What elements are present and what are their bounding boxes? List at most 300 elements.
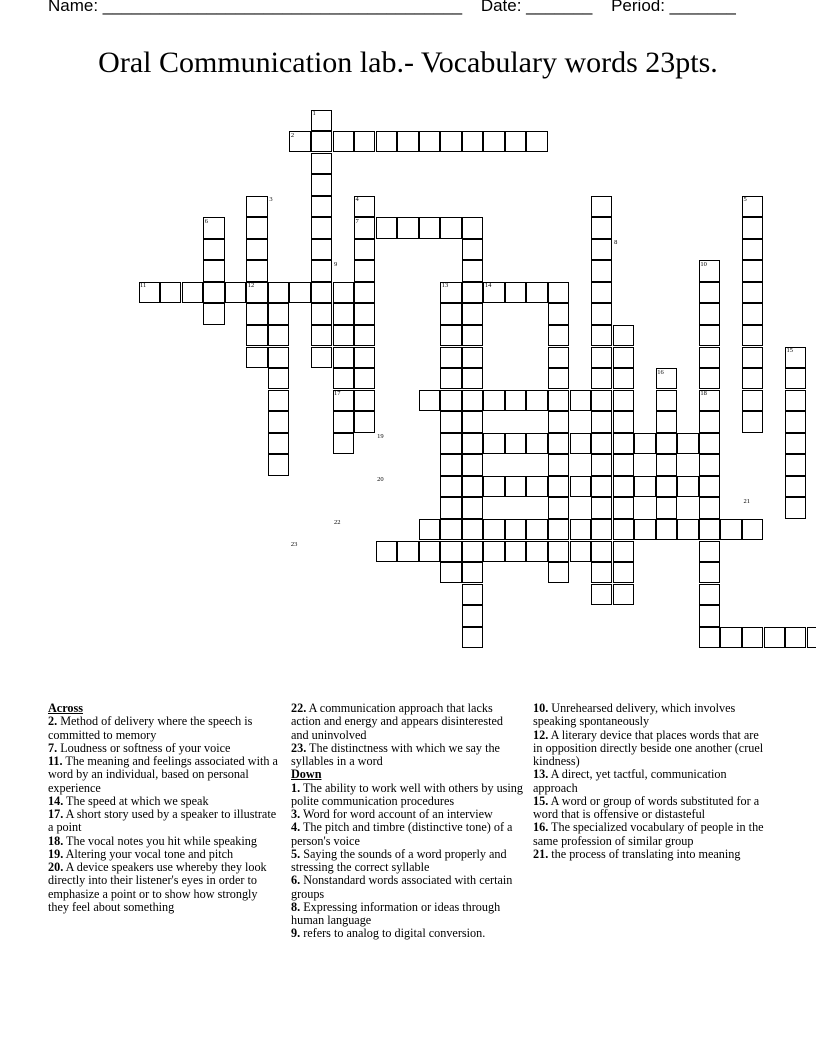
clue-number: 18	[700, 390, 707, 398]
grid-cell[interactable]	[613, 433, 634, 454]
grid-cell[interactable]	[613, 411, 634, 432]
clue-item-text: Nonstandard words associated with certain groups	[291, 873, 513, 901]
grid-cell[interactable]	[462, 519, 483, 540]
grid-cell[interactable]	[720, 519, 741, 540]
grid-cell[interactable]	[440, 433, 461, 454]
grid-cell[interactable]	[548, 497, 569, 518]
grid-cell[interactable]	[268, 411, 289, 432]
grid-cell[interactable]	[203, 239, 224, 260]
grid-cell[interactable]	[742, 325, 763, 346]
grid-cell[interactable]	[268, 433, 289, 454]
grid-cell[interactable]	[440, 497, 461, 518]
grid-cell[interactable]	[699, 368, 720, 389]
clue-item-text: refers to analog to digital conversion.	[300, 926, 486, 941]
grid-cell[interactable]	[699, 476, 720, 497]
clue-item-number: 8.	[291, 899, 301, 914]
grid-cell[interactable]	[591, 282, 612, 303]
grid-cell[interactable]	[699, 497, 720, 518]
grid-cell[interactable]	[311, 239, 332, 260]
clue-item	[48, 715, 280, 742]
grid-cell[interactable]	[548, 411, 569, 432]
grid-cell[interactable]	[505, 390, 526, 411]
grid-cell[interactable]	[462, 131, 483, 152]
grid-cell[interactable]	[526, 433, 547, 454]
clue-item-text: The ability to work well with others by using polite communication procedures	[291, 780, 523, 808]
grid-cell[interactable]	[311, 282, 332, 303]
clue-number: 4	[355, 196, 359, 204]
grid-cell[interactable]	[462, 347, 483, 368]
grid-cell[interactable]	[311, 260, 332, 281]
clue-item-number: 13.	[533, 767, 549, 782]
grid-cell[interactable]	[785, 627, 806, 648]
clue-item-number: 11.	[48, 754, 63, 768]
grid-cell[interactable]	[742, 239, 763, 260]
grid-cell[interactable]	[548, 433, 569, 454]
grid-cell[interactable]	[246, 325, 267, 346]
clue-section-heading: Down	[291, 767, 322, 782]
grid-cell[interactable]	[505, 541, 526, 562]
clue-item-number: 1.	[291, 780, 301, 795]
grid-cell[interactable]	[311, 217, 332, 238]
clue-item-text: The distinctness with which we say the syllables in a word	[291, 740, 500, 768]
clue-item-text: A device speakers use whereby they look directly into their listener's eyes in order to emphasize a point or to show how strongly they feel about something	[48, 860, 267, 914]
clue-number: 20	[377, 476, 384, 484]
grid-cell[interactable]	[591, 368, 612, 389]
grid-cell[interactable]	[699, 433, 720, 454]
clue-number: 2	[290, 131, 295, 139]
grid-cell[interactable]	[526, 282, 547, 303]
grid-cell[interactable]	[462, 541, 483, 562]
grid-cell[interactable]	[333, 282, 354, 303]
grid-cell[interactable]	[699, 584, 720, 605]
grid-cell[interactable]	[613, 497, 634, 518]
clue-item-text: The meaning and feelings associated with a word by an individual, based on personal experience	[48, 754, 278, 795]
grid-cell[interactable]	[354, 368, 375, 389]
grid-cell[interactable]	[333, 368, 354, 389]
grid-cell[interactable]	[570, 519, 591, 540]
grid-cell[interactable]	[613, 390, 634, 411]
grid-cell[interactable]	[246, 347, 267, 368]
clue-item-text: Altering your vocal tone and pitch	[63, 846, 234, 861]
grid-cell[interactable]	[397, 131, 418, 152]
grid-cell[interactable]	[462, 260, 483, 281]
grid-cell[interactable]	[462, 605, 483, 626]
clue-item-text: the process of translating into meaning	[548, 846, 741, 861]
clue-item-number: 21.	[533, 846, 549, 861]
clue-item-text: Method of delivery where the speech is committed to memory	[48, 714, 253, 742]
grid-cell[interactable]	[462, 217, 483, 238]
grid-cell[interactable]	[354, 239, 375, 260]
clue-item	[533, 795, 767, 822]
grid-cell[interactable]	[742, 627, 763, 648]
grid-cell[interactable]	[613, 347, 634, 368]
clue-item-number: 14.	[48, 793, 64, 808]
grid-cell[interactable]	[656, 433, 677, 454]
grid-cell[interactable]	[548, 282, 569, 303]
clue-number: 21	[743, 497, 750, 505]
clue-item	[533, 821, 767, 848]
grid-cell[interactable]	[333, 411, 354, 432]
grid-cell[interactable]	[742, 347, 763, 368]
grid-cell[interactable]	[354, 260, 375, 281]
grid-cell[interactable]	[246, 217, 267, 238]
grid-cell[interactable]	[656, 476, 677, 497]
grid-cell[interactable]	[613, 584, 634, 605]
grid-cell[interactable]	[462, 497, 483, 518]
grid-cell[interactable]	[677, 519, 698, 540]
grid-cell[interactable]	[440, 562, 461, 583]
grid-cell[interactable]	[742, 411, 763, 432]
clue-item-number: 15.	[533, 793, 549, 808]
clue-item-text: Word for word account of an interview	[300, 807, 493, 821]
grid-cell[interactable]	[634, 519, 655, 540]
clue-number: 9	[334, 260, 338, 268]
grid-cell[interactable]	[354, 303, 375, 324]
grid-cell[interactable]	[656, 411, 677, 432]
grid-cell[interactable]	[311, 303, 332, 324]
grid-cell[interactable]	[311, 325, 332, 346]
grid-cell[interactable]	[548, 454, 569, 475]
clue-number: 10	[700, 260, 707, 268]
grid-cell[interactable]	[591, 239, 612, 260]
name-field[interactable]: Name: ______________________________________	[48, 0, 463, 15]
grid-cell[interactable]	[268, 303, 289, 324]
grid-cell[interactable]	[699, 627, 720, 648]
grid-cell[interactable]	[699, 282, 720, 303]
grid-cell[interactable]	[785, 368, 806, 389]
grid-cell[interactable]	[246, 239, 267, 260]
grid-cell[interactable]	[462, 303, 483, 324]
grid-cell[interactable]	[742, 217, 763, 238]
clue-item	[48, 861, 280, 914]
grid-cell[interactable]	[419, 541, 440, 562]
clue-number: 6	[204, 217, 208, 225]
grid-cell[interactable]	[548, 303, 569, 324]
grid-cell[interactable]	[591, 519, 612, 540]
grid-cell[interactable]	[462, 411, 483, 432]
grid-cell[interactable]	[268, 390, 289, 411]
grid-cell[interactable]	[225, 282, 246, 303]
grid-cell[interactable]	[570, 390, 591, 411]
clue-item-number: 10.	[533, 701, 549, 715]
clue-item	[48, 795, 280, 808]
grid-cell[interactable]	[785, 497, 806, 518]
period-field[interactable]: Period: _______	[611, 0, 736, 15]
grid-cell[interactable]	[203, 282, 224, 303]
grid-cell[interactable]	[462, 282, 483, 303]
grid-cell[interactable]	[160, 282, 181, 303]
grid-cell[interactable]	[397, 541, 418, 562]
grid-cell[interactable]	[591, 325, 612, 346]
grid-cell[interactable]	[613, 368, 634, 389]
clue-item-number: 17.	[48, 807, 64, 821]
grid-cell[interactable]	[376, 217, 397, 238]
clue-item-text: Unrehearsed delivery, which involves speaking spontaneously	[533, 701, 736, 729]
clue-number: 7	[355, 217, 359, 225]
grid-cell[interactable]	[505, 282, 526, 303]
grid-cell[interactable]	[742, 519, 763, 540]
grid-cell[interactable]	[376, 131, 397, 152]
clue-item-number: 6.	[291, 873, 301, 888]
grid-cell[interactable]	[591, 584, 612, 605]
grid-cell[interactable]	[591, 196, 612, 217]
grid-cell[interactable]	[268, 282, 289, 303]
grid-cell[interactable]	[505, 131, 526, 152]
grid-cell[interactable]	[613, 541, 634, 562]
grid-cell[interactable]	[246, 196, 267, 217]
grid-cell[interactable]	[462, 368, 483, 389]
grid-cell[interactable]	[440, 476, 461, 497]
clue-number: 15	[786, 347, 794, 355]
grid-cell[interactable]	[526, 519, 547, 540]
grid-cell[interactable]	[311, 153, 332, 174]
grid-cell[interactable]	[720, 627, 741, 648]
clue-item	[533, 768, 767, 795]
grid-cell[interactable]	[699, 454, 720, 475]
grid-cell[interactable]	[483, 519, 504, 540]
clue-item-text: A word or group of words substituted for a word that is offensive or distasteful	[533, 793, 760, 821]
clue-number: 14	[484, 282, 492, 290]
grid-cell[interactable]	[462, 433, 483, 454]
grid-cell[interactable]	[742, 390, 763, 411]
clue-item	[48, 755, 280, 795]
grid-cell[interactable]	[548, 368, 569, 389]
grid-cell[interactable]	[548, 476, 569, 497]
clue-number: 19	[377, 433, 384, 441]
grid-cell[interactable]	[311, 174, 332, 195]
grid-cell[interactable]	[462, 325, 483, 346]
clue-number: 3	[269, 196, 273, 204]
grid-cell[interactable]	[591, 562, 612, 583]
clue-item	[291, 742, 523, 769]
grid-cell[interactable]	[483, 476, 504, 497]
clue-item-number: 3.	[291, 807, 301, 821]
grid-cell[interactable]	[785, 433, 806, 454]
grid-cell[interactable]	[483, 390, 504, 411]
grid-cell[interactable]	[376, 541, 397, 562]
grid-cell[interactable]	[440, 347, 461, 368]
grid-cell[interactable]	[268, 454, 289, 475]
grid-cell[interactable]	[591, 476, 612, 497]
clue-item-text: Expressing information or ideas through human language	[291, 899, 501, 927]
grid-cell[interactable]	[397, 217, 418, 238]
grid-cell[interactable]	[742, 260, 763, 281]
grid-cell[interactable]	[677, 476, 698, 497]
grid-cell[interactable]	[591, 217, 612, 238]
date-field[interactable]: Date: _______	[480, 0, 593, 15]
grid-cell[interactable]	[505, 519, 526, 540]
clue-item	[48, 808, 280, 835]
grid-cell[interactable]	[764, 627, 785, 648]
grid-cell[interactable]	[807, 627, 816, 648]
grid-cell[interactable]	[505, 433, 526, 454]
clue-number: 1	[312, 110, 316, 117]
clue-item	[533, 729, 767, 769]
grid-cell[interactable]	[742, 303, 763, 324]
grid-cell[interactable]	[613, 325, 634, 346]
grid-cell[interactable]	[526, 541, 547, 562]
grid-cell[interactable]	[742, 282, 763, 303]
grid-cell[interactable]	[742, 368, 763, 389]
grid-cell[interactable]	[333, 433, 354, 454]
grid-cell[interactable]	[203, 303, 224, 324]
clues-column-1	[48, 702, 280, 914]
grid-cell[interactable]	[634, 476, 655, 497]
grid-cell[interactable]	[483, 433, 504, 454]
grid-cell[interactable]	[483, 541, 504, 562]
grid-cell[interactable]	[440, 519, 461, 540]
clues-column-3	[533, 702, 767, 861]
grid-cell[interactable]	[419, 131, 440, 152]
grid-cell[interactable]	[311, 196, 332, 217]
grid-cell[interactable]	[354, 347, 375, 368]
grid-cell[interactable]	[440, 454, 461, 475]
grid-cell[interactable]	[785, 476, 806, 497]
grid-cell[interactable]	[333, 325, 354, 346]
grid-cell[interactable]	[354, 131, 375, 152]
grid-cell[interactable]	[677, 433, 698, 454]
grid-cell[interactable]	[268, 368, 289, 389]
grid-cell[interactable]	[483, 131, 504, 152]
grid-cell[interactable]	[570, 433, 591, 454]
grid-cell[interactable]	[613, 454, 634, 475]
grid-cell[interactable]	[548, 541, 569, 562]
grid-cell[interactable]	[289, 282, 310, 303]
clue-number: 5	[743, 196, 747, 204]
clue-item-text: A communication approach that lacks action and energy and appears disinterested and uninvolved	[291, 701, 503, 742]
grid-cell[interactable]	[268, 347, 289, 368]
grid-cell[interactable]	[548, 519, 569, 540]
grid-cell[interactable]	[699, 605, 720, 626]
grid-cell[interactable]	[526, 476, 547, 497]
clue-item	[291, 848, 523, 875]
grid-cell[interactable]	[785, 454, 806, 475]
clue-item	[48, 835, 280, 848]
grid-cell[interactable]	[440, 303, 461, 324]
grid-cell[interactable]	[634, 433, 655, 454]
grid-cell[interactable]	[246, 260, 267, 281]
grid-cell[interactable]	[440, 368, 461, 389]
grid-cell[interactable]	[656, 519, 677, 540]
grid-cell[interactable]	[785, 390, 806, 411]
grid-cell[interactable]	[699, 347, 720, 368]
grid-cell[interactable]	[354, 390, 375, 411]
grid-cell[interactable]	[333, 347, 354, 368]
grid-cell[interactable]	[268, 325, 289, 346]
clue-item	[48, 848, 280, 861]
grid-cell[interactable]	[311, 347, 332, 368]
grid-cell[interactable]	[462, 584, 483, 605]
grid-cell[interactable]	[656, 454, 677, 475]
grid-cell[interactable]	[785, 411, 806, 432]
grid-cell[interactable]	[699, 411, 720, 432]
clue-number: 16	[657, 368, 664, 376]
grid-cell[interactable]	[656, 497, 677, 518]
grid-cell[interactable]	[440, 217, 461, 238]
grid-cell[interactable]	[548, 562, 569, 583]
clue-number: 23	[290, 541, 298, 548]
clue-item-number: 23.	[291, 740, 307, 755]
grid-cell[interactable]	[462, 562, 483, 583]
clue-item-number: 2.	[48, 714, 58, 729]
grid-cell[interactable]	[311, 131, 332, 152]
clue-number: 22	[334, 519, 341, 527]
clue-item	[533, 702, 767, 729]
grid-cell[interactable]	[440, 390, 461, 411]
grid-cell[interactable]	[182, 282, 203, 303]
grid-cell[interactable]	[699, 325, 720, 346]
grid-cell[interactable]	[613, 476, 634, 497]
clue-item-text: A literary device that places words that are in opposition directly beside one another (cruel kindness)	[533, 727, 764, 768]
clue-item	[291, 782, 523, 809]
grid-cell[interactable]	[462, 476, 483, 497]
grid-cell[interactable]	[699, 519, 720, 540]
grid-cell[interactable]	[699, 562, 720, 583]
grid-cell[interactable]	[440, 411, 461, 432]
clue-item	[291, 927, 523, 940]
grid-cell[interactable]	[591, 411, 612, 432]
grid-cell[interactable]	[419, 390, 440, 411]
grid-cell[interactable]	[505, 476, 526, 497]
clue-item-text: The specialized vocabulary of people in the same profession of similar group	[533, 820, 764, 848]
grid-cell[interactable]	[570, 476, 591, 497]
grid-cell[interactable]	[656, 390, 677, 411]
grid-cell[interactable]	[591, 260, 612, 281]
grid-cell[interactable]	[419, 519, 440, 540]
clue-number: 8	[614, 239, 618, 247]
grid-cell[interactable]	[591, 303, 612, 324]
clue-item	[533, 848, 767, 861]
grid-cell[interactable]	[462, 390, 483, 411]
grid-cell[interactable]	[462, 627, 483, 648]
grid-cell[interactable]	[591, 390, 612, 411]
clue-item	[291, 702, 523, 742]
grid-cell[interactable]	[699, 541, 720, 562]
grid-cell[interactable]	[246, 303, 267, 324]
grid-cell[interactable]	[462, 454, 483, 475]
grid-cell[interactable]	[591, 541, 612, 562]
grid-cell[interactable]	[354, 411, 375, 432]
grid-cell[interactable]	[440, 541, 461, 562]
grid-cell[interactable]	[462, 239, 483, 260]
grid-cell[interactable]	[613, 562, 634, 583]
grid-cell[interactable]	[548, 325, 569, 346]
grid-cell[interactable]	[548, 347, 569, 368]
grid-cell[interactable]	[570, 541, 591, 562]
clue-item-number: 12.	[533, 727, 549, 742]
grid-cell[interactable]	[440, 325, 461, 346]
grid-cell[interactable]	[526, 131, 547, 152]
grid-cell[interactable]	[591, 347, 612, 368]
grid-cell[interactable]	[440, 131, 461, 152]
grid-cell[interactable]	[333, 131, 354, 152]
grid-cell[interactable]	[591, 497, 612, 518]
grid-cell[interactable]	[203, 260, 224, 281]
clue-number: 17	[334, 390, 341, 398]
grid-cell[interactable]	[613, 519, 634, 540]
grid-cell[interactable]	[591, 433, 612, 454]
grid-cell[interactable]	[526, 390, 547, 411]
grid-cell[interactable]	[699, 303, 720, 324]
grid-cell[interactable]	[354, 325, 375, 346]
grid-cell[interactable]	[419, 217, 440, 238]
grid-cell[interactable]	[548, 390, 569, 411]
grid-cell[interactable]	[354, 282, 375, 303]
clue-item	[291, 874, 523, 901]
grid-cell[interactable]	[591, 454, 612, 475]
grid-cell[interactable]	[333, 303, 354, 324]
clues-column-2	[291, 702, 523, 941]
